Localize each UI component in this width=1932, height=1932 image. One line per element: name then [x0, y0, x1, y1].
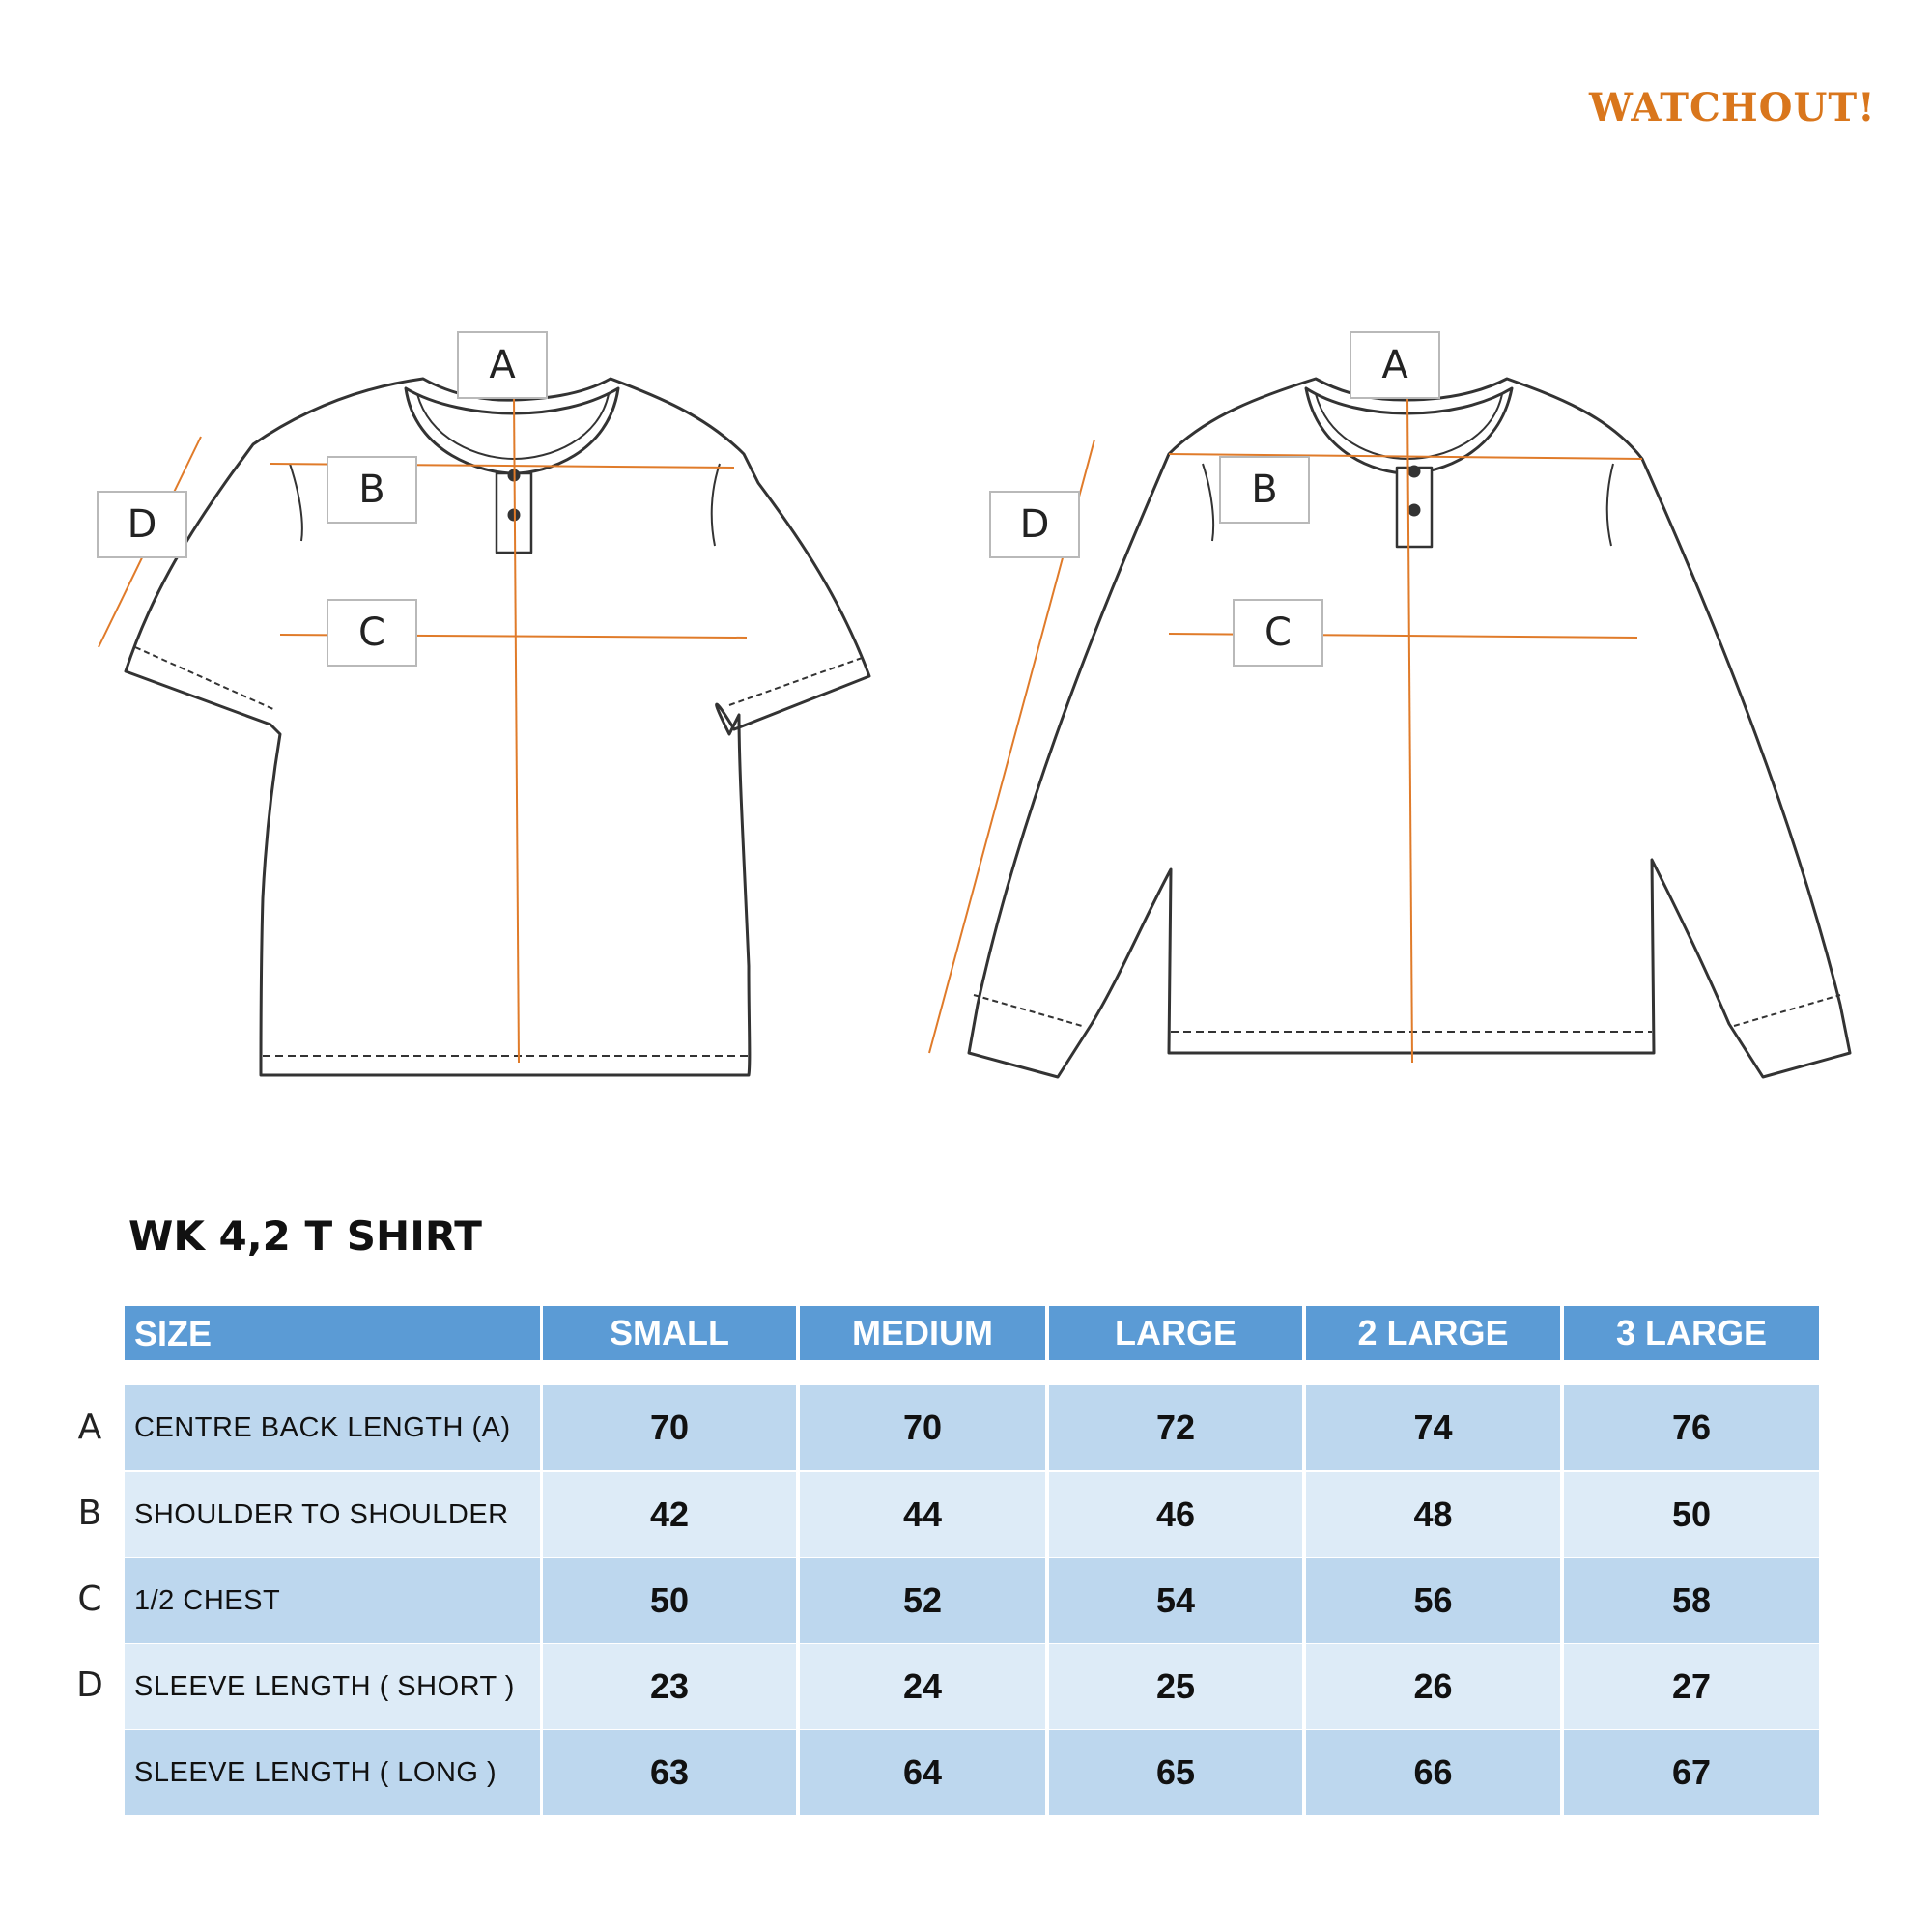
- table-cell: 67: [1564, 1730, 1819, 1815]
- table-cell: 65: [1049, 1730, 1302, 1815]
- callout-d-short: D: [97, 491, 187, 558]
- header-small: SMALL: [543, 1306, 796, 1360]
- header-size: SIZE: [125, 1306, 540, 1360]
- table-cell: 74: [1306, 1385, 1560, 1470]
- brand-logo: WATCHOUT!: [1589, 85, 1876, 130]
- header-medium: MEDIUM: [800, 1306, 1045, 1360]
- callout-b-long: B: [1219, 456, 1310, 524]
- callout-c-short: C: [327, 599, 417, 667]
- callout-b-short: B: [327, 456, 417, 524]
- table-cell: 63: [543, 1730, 796, 1815]
- table-cell: 72: [1049, 1385, 1302, 1470]
- row-letter-d: D: [76, 1665, 103, 1705]
- short-sleeve-shirt-drawing: [126, 379, 869, 1075]
- callout-c-long: C: [1233, 599, 1323, 667]
- table-cell: 50: [543, 1558, 796, 1643]
- table-cell: 27: [1564, 1644, 1819, 1729]
- row-letter-a: A: [77, 1407, 102, 1447]
- header-large: LARGE: [1049, 1306, 1302, 1360]
- callout-a-short: A: [457, 331, 548, 399]
- table-cell: 70: [543, 1385, 796, 1470]
- table-cell: 24: [800, 1644, 1045, 1729]
- table-cell: 46: [1049, 1472, 1302, 1557]
- table-cell: 25: [1049, 1644, 1302, 1729]
- table-cell: 76: [1564, 1385, 1819, 1470]
- table-cell: 23: [543, 1644, 796, 1729]
- table-cell: 58: [1564, 1558, 1819, 1643]
- table-cell: 50: [1564, 1472, 1819, 1557]
- row-letter-b: B: [77, 1493, 102, 1533]
- table-cell: 66: [1306, 1730, 1560, 1815]
- row-letter-c: C: [77, 1579, 102, 1619]
- table-cell: 56: [1306, 1558, 1560, 1643]
- table-cell: 70: [800, 1385, 1045, 1470]
- row-label-centre-back-length: CENTRE BACK LENGTH (A): [125, 1385, 540, 1470]
- table-cell: 48: [1306, 1472, 1560, 1557]
- row-label-sleeve-length-short: SLEEVE LENGTH ( SHORT ): [125, 1644, 540, 1729]
- table-cell: 42: [543, 1472, 796, 1557]
- callout-a-long: A: [1350, 331, 1440, 399]
- row-label-half-chest: 1/2 CHEST: [125, 1558, 540, 1643]
- table-cell: 54: [1049, 1558, 1302, 1643]
- header-2-large: 2 LARGE: [1306, 1306, 1560, 1360]
- table-cell: 64: [800, 1730, 1045, 1815]
- size-table-title: WK 4,2 T SHIRT: [128, 1212, 482, 1260]
- callout-d-long: D: [989, 491, 1080, 558]
- row-label-shoulder-to-shoulder: SHOULDER TO SHOULDER: [125, 1472, 540, 1557]
- table-cell: 52: [800, 1558, 1045, 1643]
- table-cell: 26: [1306, 1644, 1560, 1729]
- header-3-large: 3 LARGE: [1564, 1306, 1819, 1360]
- table-cell: 44: [800, 1472, 1045, 1557]
- row-label-sleeve-length-long: SLEEVE LENGTH ( LONG ): [125, 1730, 540, 1815]
